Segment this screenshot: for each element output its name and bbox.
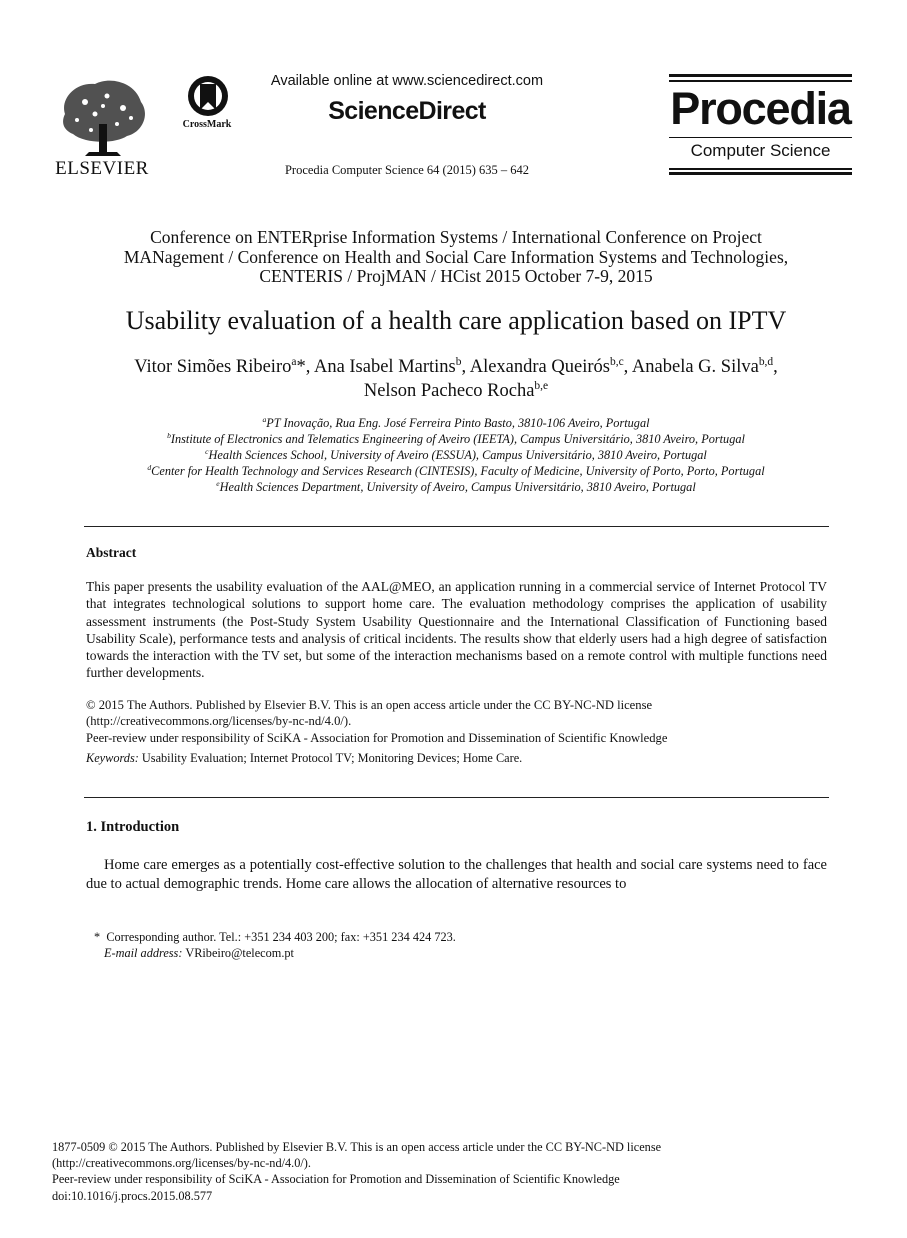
paper-title: Usability evaluation of a health care application based on IPTV xyxy=(125,306,787,335)
conference-name xyxy=(70,228,842,287)
conference-line: Conference on ENTERprise Information Systems / International Conference on Project xyxy=(150,227,762,247)
corresponding-mark: * xyxy=(296,357,306,377)
license-link[interactable]: (http://creativecommons.org/licenses/by-nc-nd/4.0/). xyxy=(86,714,352,729)
affiliation: $^c$Health Sciences School, University of Aveiro (ESSUA), Campus Universitário, 3810 Aveiro, Portugal xyxy=(205,446,707,462)
abstract-text: This paper presents the usability evaluation of the AAL@MEO, an application running in a commercial service of Internet Protocol TV that integrates technological solutions to support home care. The evaluation methodology comprises the application of usability assessment instruments (the Post-Study System Usability Questionnaire and the International Classification of Functioning based Usability Scale), performance tests and analysis of critical incidents. The results show that elderly users had a high degree of satisfaction towards the interaction with the TV set, but some of the interaction mechanisms based on a remote control with multiple functions need further developments. xyxy=(86,579,827,681)
doi[interactable]: doi:10.1016/j.procs.2015.08.577 xyxy=(52,1188,213,1203)
affiliation-list xyxy=(60,415,852,495)
peer-review-note: Peer-review under responsibility of SciKA - Association for Promotion and Dissemination of Scientific Knowledge xyxy=(52,1172,620,1187)
author-affiliation-mark: b,d xyxy=(758,355,774,368)
email-address[interactable]: VRibeiro@telecom.pt xyxy=(185,946,294,960)
author-affiliation-mark: a xyxy=(291,355,297,368)
conference-line: CENTERIS / ProjMAN / HCist 2015 October 7-9, 2015 xyxy=(259,266,653,286)
divider xyxy=(84,526,829,527)
author-name: Ana Isabel Martins xyxy=(313,357,456,377)
procedia-subtitle: Computer Science xyxy=(690,141,831,160)
affiliation: $^a$PT Inovação, Rua Eng. José Ferreira Pinto Basto, 3810-106 Aveiro, Portugal xyxy=(262,414,650,430)
license-block xyxy=(86,697,827,746)
introduction-heading: 1. Introduction xyxy=(86,819,180,835)
introduction-paragraph: Home care emerges as a potentially cost-effective solution to the challenges that health and social care systems need to face due to actual demographic trends. Home care allows the allocation of alternative resources to xyxy=(86,857,827,892)
author-list: Vitor Simões Ribeiro$^a$*, Ana Isabel Martins$^b$, Alexandra Queirós$^{b,c}$, Anabela G. Silva$^{b,d}$, Nelson Pacheco Rocha$^{b,e}$ xyxy=(134,355,778,401)
license-link[interactable]: (http://creativecommons.org/licenses/by-nc-nd/4.0/). xyxy=(52,1156,311,1171)
journal-citation: Procedia Computer Science 64 (2015) 635 – 642 xyxy=(284,163,530,177)
corresponding-footnote xyxy=(94,929,794,961)
divider xyxy=(84,797,829,798)
keywords-list: Usability Evaluation; Internet Protocol TV; Monitoring Devices; Home Care. xyxy=(141,751,523,765)
conference-line: MANagement / Conference on Health and Social Care Information Systems and Technologies, xyxy=(123,246,789,267)
author-name: Vitor Simões Ribeiro xyxy=(134,357,292,377)
affiliation: $^e$Health Sciences Department, University of Aveiro, Campus Universitário, 3810 Aveiro, Portugal xyxy=(216,478,696,494)
email-label: E-mail address: xyxy=(104,946,183,960)
abstract-heading: Abstract xyxy=(86,545,137,560)
author-name: Anabela G. Silva xyxy=(631,357,759,377)
affiliation: $^b$Institute of Electronics and Telematics Engineering of Aveiro (IEETA), Campus Universitário, 3810 Aveiro, Portugal xyxy=(167,430,745,446)
author-name: Nelson Pacheco Rocha xyxy=(363,381,535,401)
sciencedirect-logo: ScienceDirect xyxy=(328,97,486,125)
license-line: © 2015 The Authors. Published by Elsevier B.V. This is an open access article under the CC BY-NC-ND license xyxy=(86,698,653,712)
author-affiliation-mark: b xyxy=(455,355,462,368)
author-affiliation-mark: b,c xyxy=(609,355,624,368)
peer-review-note: Peer-review under responsibility of SciKA - Association for Promotion and Dissemination of Scientific Knowledge xyxy=(86,730,668,745)
footnote-mark: * xyxy=(94,930,101,944)
elsevier-wordmark: ELSEVIER xyxy=(55,158,149,179)
corresponding-author: Corresponding author. Tel.: +351 234 403 200; fax: +351 234 424 723. xyxy=(106,930,456,944)
available-online-text: Available online at www.sciencedirect.com xyxy=(270,73,544,89)
copyright-footer xyxy=(52,1139,832,1204)
issn-copyright: 1877-0509 © 2015 The Authors. Published by Elsevier B.V. This is an open access article under the CC BY-NC-ND license xyxy=(52,1140,662,1154)
procedia-logo xyxy=(669,74,852,174)
author-affiliation-mark: b,e xyxy=(534,379,549,392)
affiliation: $^d$Center for Health Technology and Services Research (CINTESIS), Faculty of Medicine, University of Porto, Porto, Portugal xyxy=(147,462,765,478)
procedia-title: Procedia xyxy=(670,83,851,134)
crossmark-label: CrossMark xyxy=(182,119,232,130)
keywords-label: Keywords: xyxy=(86,751,139,765)
author-name: Alexandra Queirós xyxy=(469,357,610,377)
keywords xyxy=(86,751,827,766)
